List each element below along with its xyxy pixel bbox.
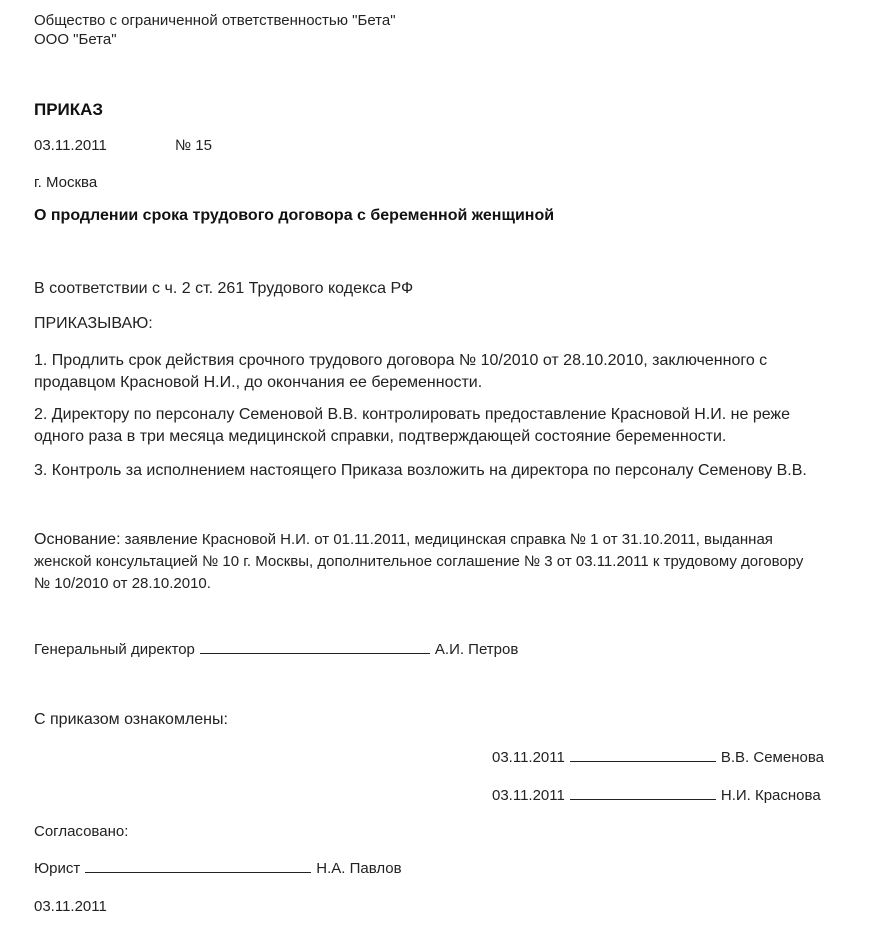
director-signature-row bbox=[34, 641, 518, 658]
order-subject: О продлении срока трудового договора с беременной женщиной bbox=[34, 207, 555, 224]
order-date: 03.11.2011 bbox=[34, 137, 107, 154]
order-item-2 bbox=[34, 404, 834, 448]
organization-short-name: ООО "Бета" bbox=[34, 31, 117, 48]
order-item-3 bbox=[34, 460, 834, 482]
acknowledged-row-2 bbox=[492, 787, 821, 804]
signature-line bbox=[570, 760, 716, 762]
signature-line bbox=[570, 798, 716, 800]
acknowledged-name: В.В. Семенова bbox=[720, 749, 824, 766]
lawyer-signature-row bbox=[34, 860, 402, 877]
organization-full-name: Общество с ограниченной ответственностью "Бета" bbox=[34, 12, 396, 29]
order-city: г. Москва bbox=[34, 174, 98, 191]
order-item-line: 1. Продлить срок действия срочного трудового договора № 10/2010 от 28.10.2010, заключенного с bbox=[34, 352, 768, 369]
grounds-label: Основание: bbox=[34, 531, 121, 548]
grounds-text: № 10/2010 от 28.10.2010. bbox=[34, 575, 211, 592]
order-item-1 bbox=[34, 350, 834, 394]
order-item-line: продавцом Красновой Н.И., до окончания ее беременности. bbox=[34, 374, 483, 391]
director-name: А.И. Петров bbox=[434, 641, 519, 658]
approval-date: 03.11.2011 bbox=[34, 898, 107, 915]
order-item-line: одного раза в три месяца медицинской справки, подтверждающей состояние беременности. bbox=[34, 428, 727, 445]
grounds-text: заявление Красновой Н.И. от 01.11.2011, медицинская справка № 1 от 31.10.2011, выданная bbox=[120, 531, 773, 548]
acknowledged-name: Н.И. Краснова bbox=[720, 787, 821, 804]
document-title: ПРИКАЗ bbox=[34, 100, 104, 119]
acknowledged-date: 03.11.2011 bbox=[492, 787, 565, 804]
acknowledged-date: 03.11.2011 bbox=[492, 749, 565, 766]
order-item-line: 3. Контроль за исполнением настоящего Приказа возложить на директора по персоналу Семенову В.В. bbox=[34, 462, 807, 479]
order-number: № 15 bbox=[175, 137, 212, 154]
director-position: Генеральный директор bbox=[34, 641, 195, 658]
grounds-text: женской консультацией № 10 г. Москвы, дополнительное соглашение № 3 от 03.11.2011 к трудовому договору bbox=[34, 553, 804, 570]
approval-label: Согласовано: bbox=[34, 823, 129, 840]
lawyer-position: Юрист bbox=[34, 860, 81, 877]
order-item-line: 2. Директору по персоналу Семеновой В.В. контролировать предоставление Красновой Н.И. не реже bbox=[34, 406, 791, 423]
grounds-paragraph bbox=[34, 529, 834, 595]
signature-line bbox=[85, 871, 311, 873]
acknowledged-label: С приказом ознакомлены: bbox=[34, 711, 228, 728]
signature-line bbox=[200, 652, 430, 654]
basis-law: В соответствии с ч. 2 ст. 261 Трудового кодекса РФ bbox=[34, 280, 414, 297]
lawyer-name: Н.А. Павлов bbox=[316, 860, 402, 877]
acknowledged-row-1 bbox=[492, 749, 824, 766]
order-word: ПРИКАЗЫВАЮ: bbox=[34, 315, 153, 332]
